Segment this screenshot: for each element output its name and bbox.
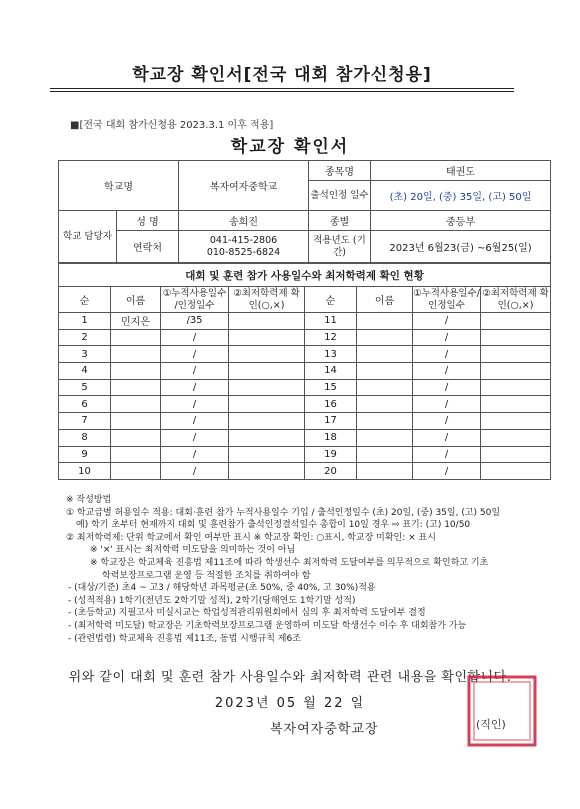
attendance-value: (초) 20일, (중) 35일, (고) 50일 [371,181,551,211]
table-row [59,413,551,430]
category-value: 중등부 [371,211,551,231]
row-check [481,429,551,446]
header-name-2: 이름 [357,287,413,313]
row-days: / [161,346,229,363]
event-label: 종목명 [309,161,371,181]
summary-title: 대회 및 훈련 참가 사용일수와 최저학력제 확인 현황 [59,264,551,287]
instructions-line: - (성적적용) 1학기(전년도 2학기말 성적), 2학기(당해연도 1학기말 성적) [68,595,356,606]
row-days: / [413,363,481,380]
school-name: 복자여자중학교 [179,161,309,211]
table-row [59,396,551,413]
instructions-line: ② 최저학력제: 단위 학교에서 확인 여부만 표시 ※ 학교장 확인: ○표시, 학교장 미확인: × 표시 [66,532,436,543]
header-no-2: 순 [305,287,357,313]
row-check [481,363,551,380]
contact-label: 연락처 [117,231,179,263]
row-no: 11 [305,313,357,330]
row-no: 18 [305,429,357,446]
row-check [481,313,551,330]
instructions-line: 예) 학기 초부터 현재까지 대회 및 훈련참가 출석인정결석일수 총합이 10일 경우 ⇨ 표기: (고) 10/50 [76,520,471,531]
page-title: 학교장 확인서[전국 대회 참가신청용] [50,62,514,92]
row-no: 4 [59,363,111,380]
row-check [229,329,305,346]
manager-label: 학교 담당자 [59,211,117,263]
period-label: 적용년도 (기간) [309,231,371,263]
row-check [229,429,305,446]
table-row [59,379,551,396]
row-name [111,429,161,446]
header-days-2: ①누적사용일수/ 인정일수 [413,287,480,311]
school-label: 학교명 [59,161,179,211]
table-row [59,329,551,346]
instructions-line: - (대상/기준) 초4 ~ 고3 / 해당학년 과목평균(초 50%, 중 40%, 고 30%)적용 [68,583,376,594]
row-no: 17 [305,413,357,430]
summary-table [58,263,551,480]
row-check [481,346,551,363]
row-no: 13 [305,346,357,363]
row-check [229,413,305,430]
contact-value [179,231,309,263]
row-days: / [413,379,481,396]
row-days: / [413,346,481,363]
row-no: 15 [305,379,357,396]
instructions-line: ※ '×' 표시는 최저학력 미도달을 의미하는 것이 아님 [90,545,296,556]
row-no: 1 [59,313,111,330]
row-days: / [413,313,481,330]
instructions-line: ① 학교급별 허용일수 적용: 대회·훈련 참가 누적사용일수 기입 / 출석인정일수 (초) 20일, (중) 35일, (고) 50일 [66,507,501,518]
row-no: 20 [305,463,357,480]
row-days: / [161,329,229,346]
instructions-line: - (관련법령) 학교체육 진흥법 제11조, 동법 시행규칙 제6조 [68,633,301,644]
row-days: / [161,463,229,480]
instructions-heading: ※ 작성방법 [66,495,112,505]
row-no: 9 [59,446,111,463]
row-no: 3 [59,346,111,363]
row-days: / [161,413,229,430]
row-days: / [161,363,229,380]
row-check [229,363,305,380]
row-check [481,396,551,413]
row-no: 14 [305,363,357,380]
row-no: 10 [59,463,111,480]
row-days: / [413,463,481,480]
row-no: 7 [59,413,111,430]
row-name [357,413,413,430]
confirmation-statement: 위와 같이 대회 및 훈련 참가 사용일수와 최저학력 관련 내용을 확인합니다. [68,670,512,685]
row-name [111,363,161,380]
row-name [357,463,413,480]
row-name [111,396,161,413]
row-name [357,429,413,446]
header-check-1: ②최저학력제 확인(○,×) [229,287,305,313]
issue-date: 2023년 05 월 22 일 [214,696,366,711]
row-no: 8 [59,429,111,446]
row-days: / [161,396,229,413]
event-value: 태권도 [371,161,551,181]
table-row [59,446,551,463]
row-check [481,379,551,396]
header-name-1: 이름 [111,287,161,313]
row-name [357,363,413,380]
row-check [481,446,551,463]
table-row [59,429,551,446]
row-no: 19 [305,446,357,463]
name-value: 송희진 [179,211,309,231]
contact-phone-2: 010-8525-6824 [206,246,281,258]
header-no-1: 순 [59,287,111,313]
period-value: 2023년 6월23(금) ~6월25(일) [371,231,551,263]
row-name [357,396,413,413]
seal-stamp-icon [466,674,538,748]
row-name [357,446,413,463]
row-check [481,413,551,430]
row-days: / [413,329,481,346]
attendance-label: 출석인정 일수 [309,181,371,211]
category-label: 종별 [309,211,371,231]
table-row [59,463,551,480]
row-no: 2 [59,329,111,346]
row-check [229,313,305,330]
instructions-line: - (최저학력 미도달) 학교장은 기초학력보장프로그램 운영하여 미도달 학생선수 이수 후 대회참가 가능 [68,620,467,631]
row-no: 12 [305,329,357,346]
row-days: / [161,429,229,446]
row-days: / [413,429,481,446]
row-no: 5 [59,379,111,396]
row-name [357,346,413,363]
row-name [111,463,161,480]
row-check [229,396,305,413]
row-name [111,446,161,463]
row-no: 6 [59,396,111,413]
row-name [111,346,161,363]
row-days: / [161,446,229,463]
row-name [111,413,161,430]
row-name [357,329,413,346]
row-check [481,329,551,346]
name-label: 성 명 [117,211,179,231]
row-name: 민지은 [111,313,161,330]
instructions [66,494,556,645]
row-days: / [161,379,229,396]
row-check [229,446,305,463]
row-name [111,329,161,346]
document-title: 학교장 확인서 [230,137,350,157]
row-days: / [413,396,481,413]
notice-text: ■[전국 대회 참가신청용 2023.3.1 이후 적용] [70,120,274,131]
header-check-2: ②최저학력제 확인(○,×) [482,287,549,311]
table-row [59,313,551,330]
row-days: / [413,413,481,430]
instructions-line: ※ 학교장은 학교체육 진흥법 제11조에 따라 학생선수 최저학력 도달여부를 의무적으로 확인하고 기초 [90,557,489,568]
row-no: 16 [305,396,357,413]
row-check [229,346,305,363]
seal-mark-label: (직인) [476,718,506,731]
row-name [357,313,413,330]
row-check [481,463,551,480]
row-check [229,463,305,480]
row-days: /35 [161,313,229,330]
row-check [229,379,305,396]
instructions-line: 학력보장프로그램 운영 등 적절한 조치를 취하여야 함 [102,570,311,581]
table-row [59,363,551,380]
instructions-line: - (초등학교) 지필고사 미실시교는 학업성적관리위원회에서 심의 후 최저학력 도달여부 결정 [68,608,426,619]
header-days-1: ①누적사용일수 /인정일수 [161,287,229,313]
table-row [59,346,551,363]
row-days: / [413,446,481,463]
contact-phone-1: 041-415-2806 [209,234,278,246]
row-name [111,379,161,396]
principal-name: 복자여자중학교장 [270,722,379,737]
official-seal [466,674,538,748]
row-name [357,379,413,396]
info-table [58,160,551,263]
